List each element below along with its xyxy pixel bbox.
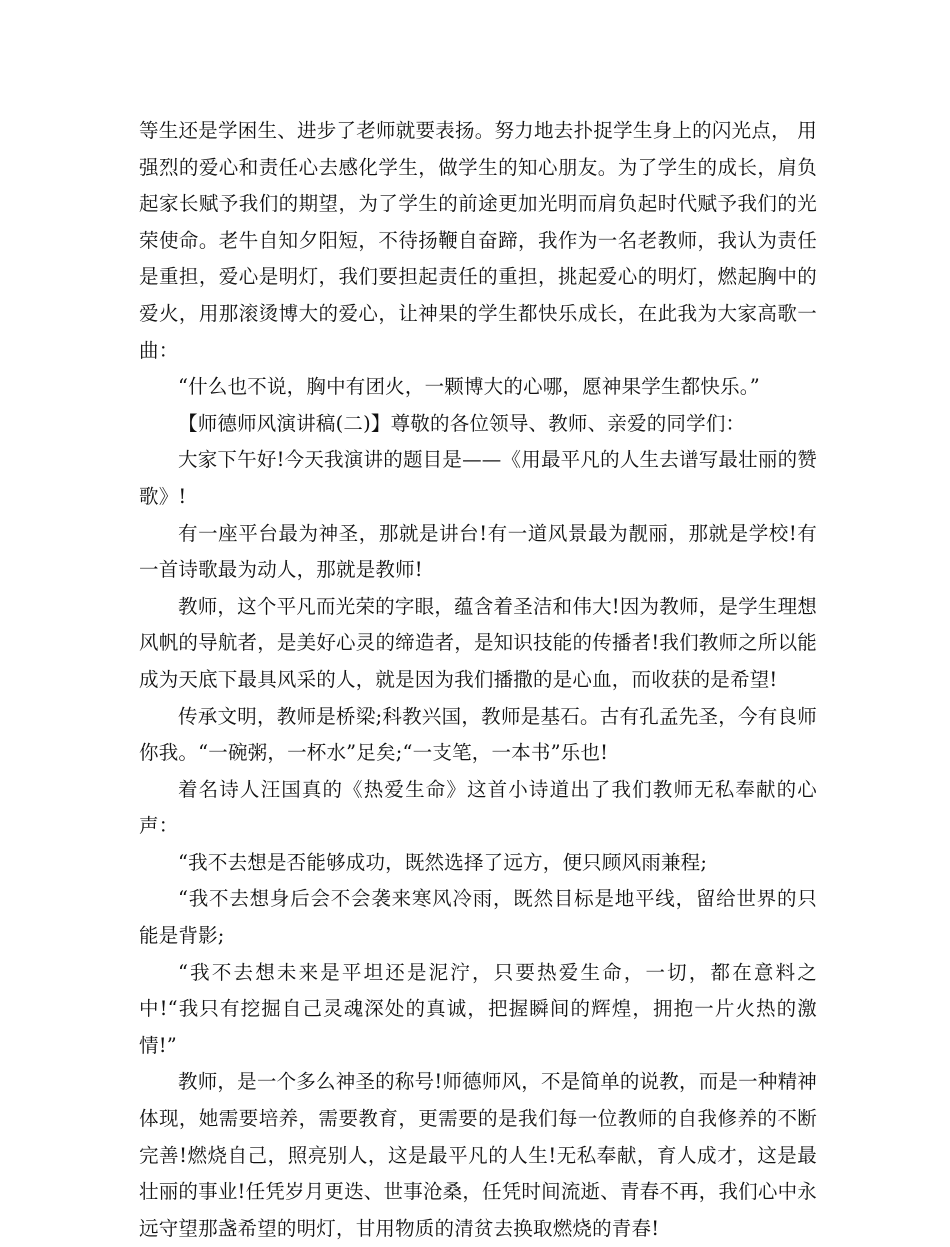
paragraph-platform: 有一座平台最为神圣，那就是讲台!有一道风景最为靓丽，那就是学校!有一首诗歌最为动人，那就是教师! <box>139 521 817 582</box>
paragraph-poem-line-1: “我不去想是否能够成功，既然选择了远方，便只顾风雨兼程; <box>178 850 708 874</box>
paragraph-civilization: 传承文明，教师是桥梁;科教兴国，教师是基石。古有孔孟先圣，今有良师你我。“一碗粥，一杯水”足矣;“一支笔，一本书”乐也! <box>139 704 817 765</box>
paragraph-greeting: 大家下午好!今天我演讲的题目是——《用最平凡的人生去谱写最壮丽的赞歌》! <box>139 448 817 508</box>
paragraph-speech-heading: 【师德师风演讲稿(二)】尊敬的各位领导、教师、亲爱的同学们： <box>178 411 746 435</box>
paragraph-conclusion: 教师，是一个多么神圣的称号!师德师风，不是简单的说教，而是一种精神体现，她需要培养，需要教育，更需要的是我们每一位教师的自我修养的不断完善!燃烧自己，照亮别人，这是最平凡的人生!无私奉献，育人成才，这是最壮丽的事业!任凭岁月更迭、世事沧桑，任凭时间流逝、青春不再，我们心中永远守望那盏希望的明灯，甘用物质的清贫去换取燃烧的青春! <box>139 1070 817 1240</box>
paragraph-poem-line-2: “我不去想身后会不会袭来寒风冷雨，既然目标是地平线，留给世界的只能是背影; <box>139 887 817 948</box>
paragraph-poet-intro: 着名诗人汪国真的《热爱生命》这首小诗道出了我们教师无私奉献的心声： <box>139 777 817 838</box>
document-body <box>139 113 817 1247</box>
paragraph-continuation: 等生还是学困生、进步了老师就要表扬。努力地去扑捉学生身上的闪光点， 用强烈的爱心和责任心去感化学生，做学生的知心朋友。为了学生的成长，肩负起家长赋予我们的期望，为了学生的前途更加光明而肩负起时代赋予我们的光荣使命。老牛自知夕阳短，不待扬鞭自奋蹄，我作为一名老教师，我认为责任是重担，爱心是明灯，我们要担起责任的重担，挑起爱心的明灯，燃起胸中的爱火，用那滚烫博大的爱心，让神果的学生都快乐成长，在此我为大家高歌一曲： <box>139 119 817 362</box>
paragraph-song-quote: “什么也不说，胸中有团火，一颗博大的心哪，愿神果学生都快乐。” <box>178 375 760 399</box>
paragraph-poem-line-3: “我不去想未来是平坦还是泥泞，只要热爱生命，一切，都在意料之中!“我只有挖掘自己灵魂深处的真诚，把握瞬间的辉煌，拥抱一片火热的激情!” <box>139 960 817 1057</box>
paragraph-teacher-word: 教师，这个平凡而光荣的字眼，蕴含着圣洁和伟大!因为教师，是学生理想风帆的导航者，是美好心灵的缔造者，是知识技能的传播者!我们教师之所以能成为天底下最具风采的人，就是因为我们播撒的是心血，而收获的是希望! <box>139 594 817 691</box>
